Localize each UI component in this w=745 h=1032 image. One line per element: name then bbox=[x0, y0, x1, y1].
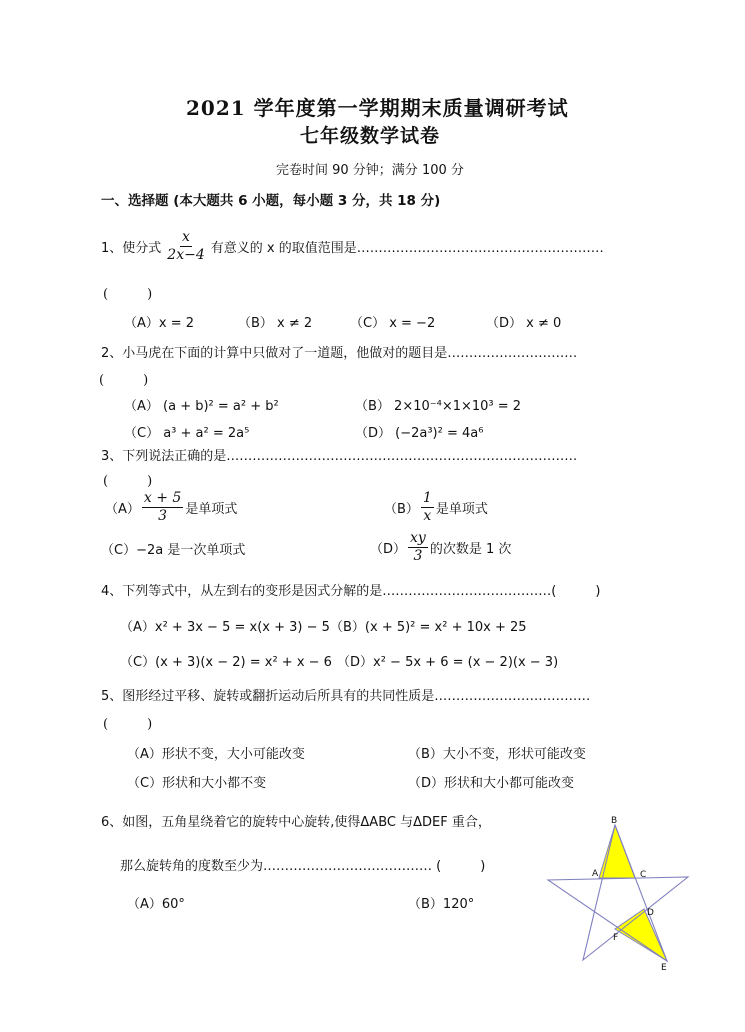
q3-option-d-suffix: 的次数是 1 次 bbox=[429, 542, 512, 557]
label-e: E bbox=[661, 963, 667, 972]
exam-subtitle: 七年级数学试卷 bbox=[300, 125, 441, 147]
q3-option-d-fraction bbox=[408, 530, 428, 565]
q4-option-d: （D）x² − 5x + 6 = (x − 2)(x − 3) bbox=[337, 655, 559, 670]
q1-option-a: （A）x = 2 bbox=[124, 316, 195, 331]
q1-frac-den: 2x−4 bbox=[167, 247, 205, 263]
q3-option-a-fraction bbox=[142, 490, 183, 525]
label-c: C bbox=[640, 870, 647, 880]
q3-option-b-den: x bbox=[423, 508, 432, 524]
label-f: F bbox=[613, 933, 619, 943]
q6-option-b: （B）120° bbox=[408, 897, 475, 912]
label-a: A bbox=[592, 869, 599, 879]
q3-option-d-label: （D） bbox=[370, 542, 407, 557]
question-1 bbox=[101, 229, 604, 264]
q3-option-a-den: 3 bbox=[158, 508, 168, 524]
label-b: B bbox=[611, 816, 618, 826]
q3-option-b-suffix: 是单项式 bbox=[435, 502, 488, 517]
q1-prefix: 1、使分式 bbox=[101, 241, 162, 256]
q5-option-c: （C）形状和大小都不变 bbox=[127, 776, 267, 791]
q3-option-b bbox=[384, 490, 488, 525]
q3-option-b-label: （B） bbox=[384, 502, 419, 517]
question-4: 4、下列等式中，从左到右的变形是因式分解的是…………………………………( ) bbox=[101, 584, 601, 599]
q3-option-d bbox=[370, 530, 511, 565]
q5-option-d: （D）形状和大小都可能改变 bbox=[408, 776, 575, 791]
q3-option-a-label: （A） bbox=[105, 502, 140, 517]
section-heading: 一、选择题 (本大题共 6 小题，每小题 3 分，共 18 分) bbox=[101, 193, 441, 209]
question-5: 5、图形经过平移、旋转或翻折运动后所具有的共同性质是……………………………… bbox=[101, 689, 591, 704]
q2-option-b: （B） 2×10⁻⁴×1×10³ = 2 bbox=[355, 399, 522, 414]
q4-option-a: （A）x² + 3x − 5 = x(x + 3) − 5 bbox=[120, 620, 330, 635]
question-6: 6、如图，五角星绕着它的旋转中心旋转,使得ΔABC 与ΔDEF 重合， bbox=[101, 815, 491, 830]
q3-answer-paren: ( ) bbox=[103, 474, 153, 489]
q2-option-a: （A） (a + b)² = a² + b² bbox=[124, 399, 279, 414]
q4-option-b: （B）(x + 5)² = x² + 10x + 25 bbox=[330, 620, 527, 635]
triangle-def bbox=[615, 909, 667, 961]
q3-option-b-fraction bbox=[421, 490, 434, 525]
q4-option-c: （C）(x + 3)(x − 2) = x² + x − 6 bbox=[120, 655, 332, 670]
question-3: 3、下列说法正确的是……………………………………………………………………… bbox=[101, 449, 578, 464]
q3-option-d-num: xy bbox=[410, 530, 426, 546]
q2-option-d: （D） (−2a³)² = 4a⁶ bbox=[355, 426, 484, 441]
q3-option-a-suffix: 是单项式 bbox=[185, 502, 238, 517]
q2-option-c: （C） a³ + a² = 2a⁵ bbox=[124, 426, 250, 441]
q5-answer-paren: ( ) bbox=[103, 717, 153, 732]
q1-option-c: （C） x = −2 bbox=[350, 316, 436, 331]
question-2: 2、小马虎在下面的计算中只做对了一道题，他做对的题目是………………………… bbox=[101, 346, 578, 361]
q2-answer-paren: ( ) bbox=[99, 373, 149, 388]
q1-option-b: （B） x ≠ 2 bbox=[238, 316, 313, 331]
q3-option-a-num: x + 5 bbox=[143, 490, 182, 506]
q1-answer-paren: ( ) bbox=[103, 287, 153, 302]
q5-option-b: （B）大小不变，形状可能改变 bbox=[408, 747, 586, 762]
question-6-line2: 那么旋转角的度数至少为………………………………… ( ) bbox=[120, 859, 486, 874]
q3-option-d-den: 3 bbox=[413, 548, 423, 564]
q1-fraction bbox=[165, 229, 206, 264]
exam-title: 2021 学年度第一学期期末质量调研考试 bbox=[186, 96, 569, 120]
q3-option-a bbox=[105, 490, 237, 525]
q6-option-a: （A）60° bbox=[127, 897, 185, 912]
exam-time-info: 完卷时间 90 分钟；满分 100 分 bbox=[276, 163, 464, 178]
star-figure bbox=[545, 812, 695, 972]
q3-option-c: （C）−2a 是一次单项式 bbox=[101, 543, 246, 558]
q1-suffix: 有意义的 x 的取值范围是………………………………………………… bbox=[210, 241, 604, 256]
q1-frac-num: x bbox=[182, 229, 190, 245]
label-d: D bbox=[647, 908, 654, 918]
q1-option-d: （D） x ≠ 0 bbox=[486, 316, 562, 331]
q3-option-b-num: 1 bbox=[422, 490, 432, 506]
q5-option-a: （A）形状不变，大小可能改变 bbox=[127, 747, 305, 762]
